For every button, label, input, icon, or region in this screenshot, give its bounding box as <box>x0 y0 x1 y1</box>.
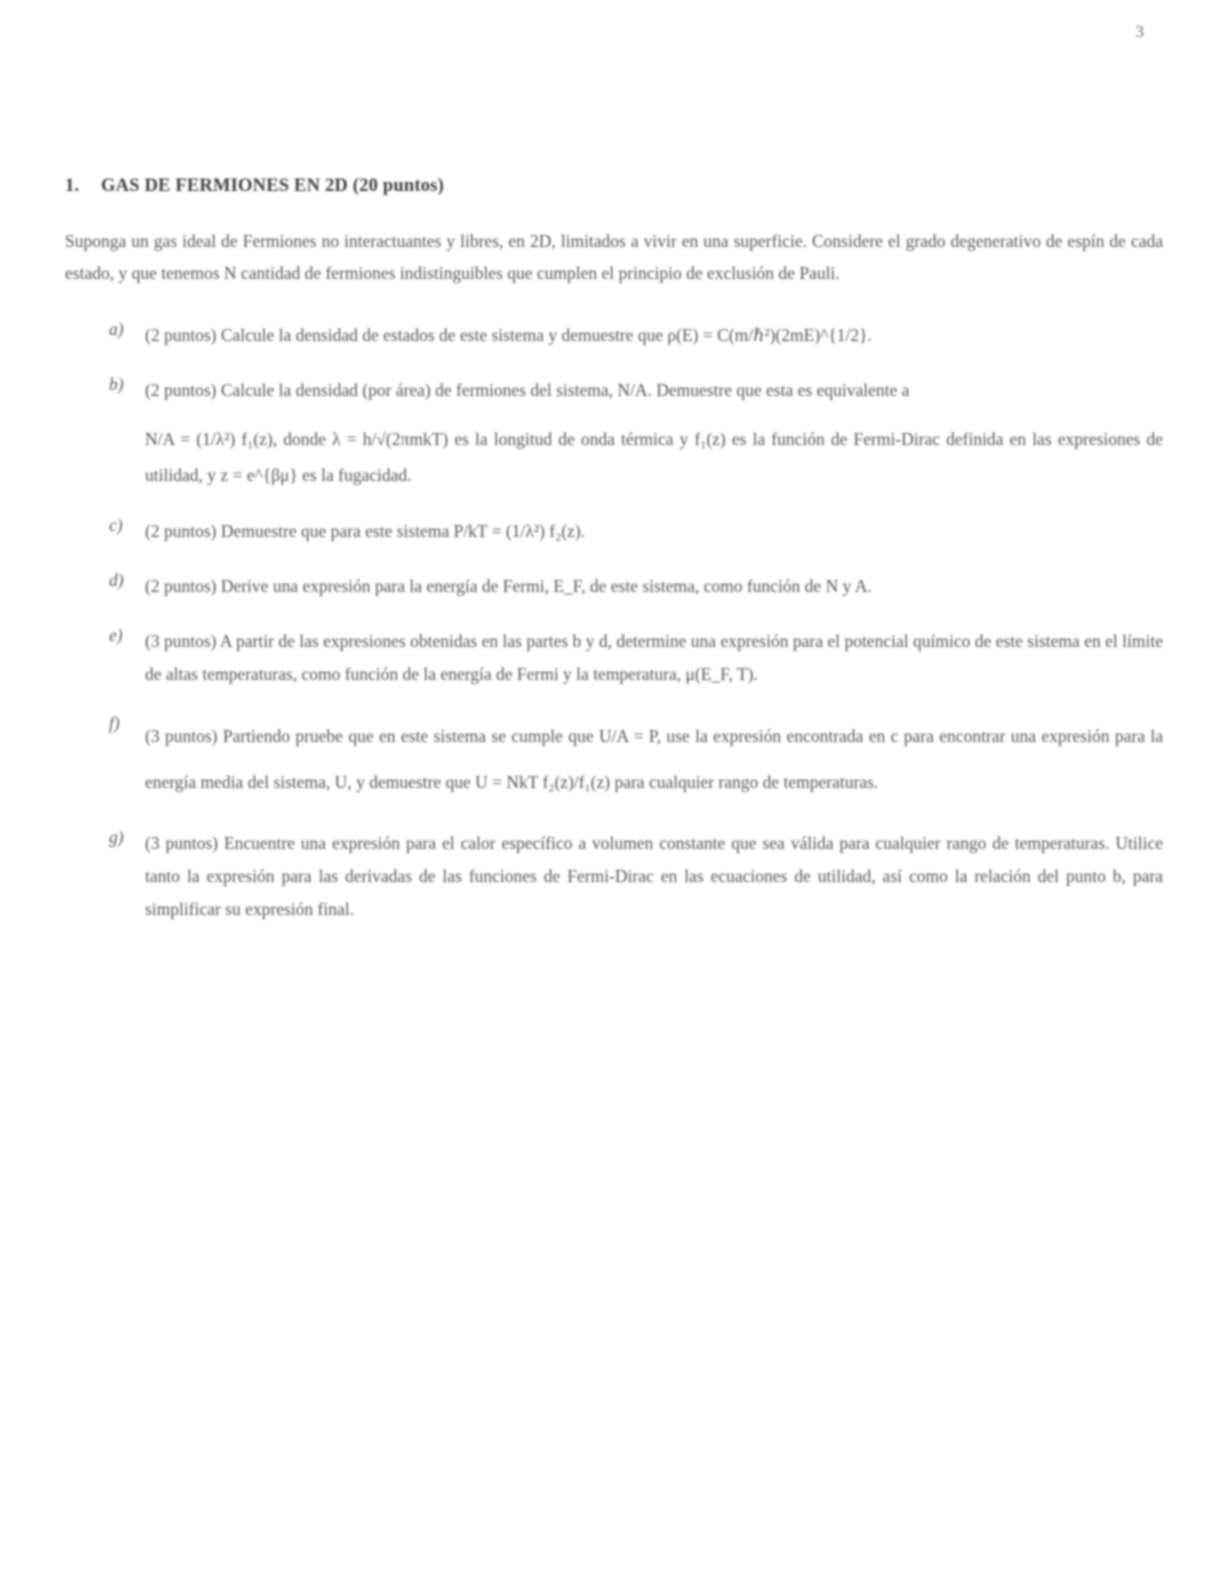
problem-part-e <box>65 625 1163 691</box>
part-e-text <box>145 625 1163 691</box>
part-c-label: c) <box>109 515 123 535</box>
part-e-label: e) <box>109 625 123 645</box>
part-b-formula: N/A = (1/λ²) f₁(z), donde λ = h/√(2πmkT) es la longitud de onda térmica y f₁(z) es la función de Fermi-Dirac definida en las expresiones de utilidad, y z = e^{βμ} es la fugacidad. <box>145 429 1163 485</box>
problem-part-d <box>65 570 1163 603</box>
page-number: 3 <box>1135 22 1144 41</box>
part-f-text <box>145 713 1163 805</box>
part-e-line: (3 puntos) A partir de las expresiones obtenidas en las partes b y d, determine una expresión para el potencial químico de este sistema en el límite de altas temperaturas, como función de la energía de Fermi y la temperatura, μ(E_F, T). <box>145 631 1163 684</box>
problem-part-a <box>65 319 1163 352</box>
section-heading <box>65 176 1163 197</box>
part-a-line: (2 puntos) Calcule la densidad de estados de este sistema y demuestre que ρ(E) = C(m/ℏ²)(2mE)^{1/2}. <box>145 325 872 345</box>
part-f-line: (3 puntos) Partiendo pruebe que en este sistema se cumple que U/A = P, use la expresión encontrada en c para encontrar una expresión para la energía media del sistema, U, y demuestre que U = NkT f₂(z)/f₁(z) para cualquier rango de temperaturas. <box>145 726 1163 792</box>
part-f-label: f) <box>109 713 120 733</box>
problem-part-g <box>65 827 1163 926</box>
part-a-text <box>145 319 1163 352</box>
page-content <box>65 176 1163 948</box>
part-b-label: b) <box>109 374 124 394</box>
problem-part-f <box>65 713 1163 805</box>
part-c-text <box>145 515 1163 548</box>
part-b-line: (2 puntos) Calcule la densidad (por área) de fermiones del sistema, N/A. Demuestre que esta es equivalente a <box>145 380 910 400</box>
part-g-text <box>145 827 1163 926</box>
intro-paragraph: Suponga un gas ideal de Fermiones no interactuantes y libres, en 2D, limitados a vivir en una superficie. Considere el grado degenerativo de espín de cada estado, y que tenemos N cantidad de fermiones indistinguibles que cumplen el principio de exclusión de Pauli. <box>65 231 1163 283</box>
part-d-label: d) <box>109 570 124 590</box>
problem-part-b <box>65 374 1163 493</box>
part-a-label: a) <box>109 319 124 339</box>
part-g-label: g) <box>109 827 124 847</box>
part-c-line: (2 puntos) Demuestre que para este sistema P/kT = (1/λ²) f₂(z). <box>145 521 586 541</box>
section-number: 1. <box>65 176 80 196</box>
part-d-line: (2 puntos) Derive una expresión para la energía de Fermi, E_F, de este sistema, como función de N y A. <box>145 576 872 596</box>
part-d-text <box>145 570 1163 603</box>
problem-parts-list <box>65 319 1163 926</box>
part-b-text <box>145 374 1163 493</box>
section-title: GAS DE FERMIONES EN 2D (20 puntos) <box>101 176 444 196</box>
problem-part-c <box>65 515 1163 548</box>
part-g-line: (3 puntos) Encuentre una expresión para el calor específico a volumen constante que sea válida para cualquier rango de temperaturas. Utilice tanto la expresión para las derivadas de las funciones de Fermi-Dirac en las ecuaciones de utilidad, así como la relación del punto b, para simplificar su expresión final. <box>145 833 1163 919</box>
